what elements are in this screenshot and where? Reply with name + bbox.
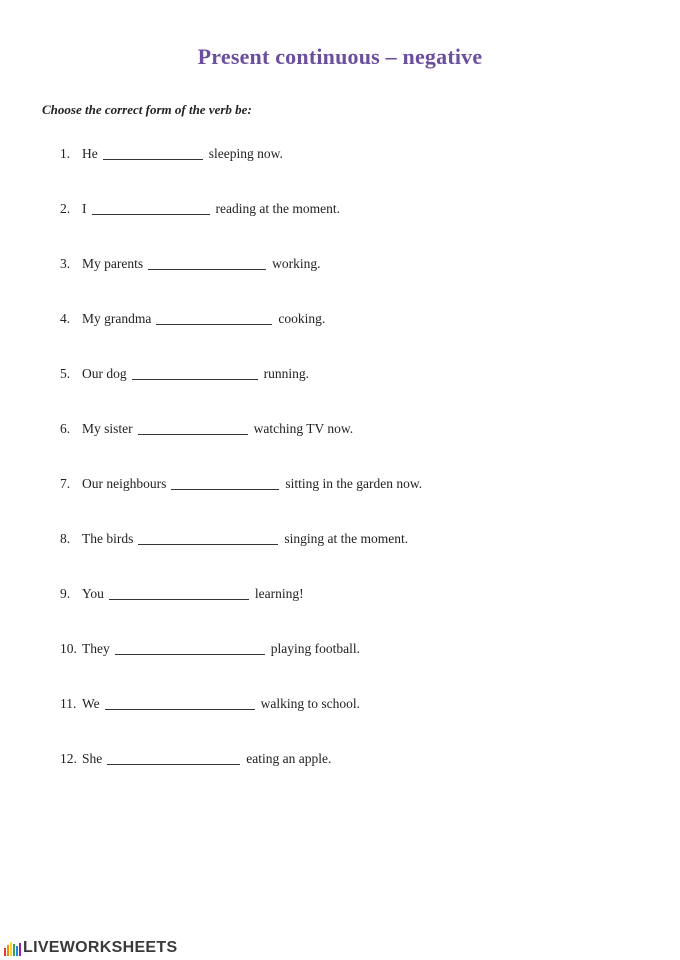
answer-blank[interactable] <box>156 323 272 325</box>
exercise-subject: He <box>82 146 98 161</box>
exercise-number: 6. <box>60 421 71 436</box>
exercise-rest: working. <box>272 256 321 271</box>
exercise-rest: singing at the moment. <box>284 531 409 546</box>
exercise-item <box>60 476 620 531</box>
exercise-subject: You <box>82 586 104 601</box>
answer-blank[interactable] <box>138 433 248 435</box>
exercise-item <box>60 531 620 586</box>
exercise-rest: reading at the moment. <box>215 201 340 216</box>
exercise-number: 8. <box>60 531 71 546</box>
exercise-item <box>60 586 620 641</box>
exercise-item <box>60 421 620 476</box>
exercise-number: 10. <box>60 641 77 656</box>
logo-bar <box>10 942 12 956</box>
exercise-number: 1. <box>60 146 71 161</box>
answer-blank[interactable] <box>171 488 279 490</box>
answer-blank[interactable] <box>109 598 249 600</box>
instruction-text: Choose the correct form of the verb be: <box>42 102 252 117</box>
logo-bar <box>16 946 18 956</box>
exercise-number: 4. <box>60 311 71 326</box>
exercise-rest: eating an apple. <box>246 751 332 766</box>
exercise-item <box>60 201 620 256</box>
liveworksheets-logo <box>4 938 177 958</box>
exercise-number: 3. <box>60 256 71 271</box>
answer-blank[interactable] <box>105 708 255 710</box>
exercise-rest: walking to school. <box>260 696 361 711</box>
worksheet-title: Present continuous – negative <box>197 44 483 69</box>
logo-bar <box>19 943 21 956</box>
exercise-rest: sitting in the garden now. <box>285 476 423 491</box>
exercise-item <box>60 751 620 806</box>
exercise-subject: I <box>82 201 87 216</box>
logo-bar <box>13 944 15 956</box>
exercise-item <box>60 146 620 201</box>
exercise-subject: My grandma <box>82 311 152 326</box>
answer-blank[interactable] <box>132 378 258 380</box>
exercise-item <box>60 366 620 421</box>
exercise-subject: She <box>82 751 103 766</box>
exercise-subject: Our neighbours <box>82 476 167 491</box>
answer-blank[interactable] <box>92 213 210 215</box>
answer-blank[interactable] <box>148 268 266 270</box>
exercise-rest: learning! <box>254 586 304 601</box>
exercise-number: 11. <box>60 696 77 711</box>
liveworksheets-logo-icon <box>4 941 21 956</box>
exercise-rest: running. <box>263 366 309 381</box>
logo-text: LIVEWORKSHEETS <box>23 939 178 956</box>
exercise-item <box>60 311 620 366</box>
exercise-number: 5. <box>60 366 71 381</box>
exercise-rest: cooking. <box>278 311 326 326</box>
exercise-item <box>60 696 620 751</box>
exercise-subject: Our dog <box>82 366 127 381</box>
exercise-number: 7. <box>60 476 71 491</box>
logo-bar <box>4 948 6 956</box>
exercise-number: 2. <box>60 201 71 216</box>
exercise-number: 12. <box>60 751 77 766</box>
answer-blank[interactable] <box>115 653 265 655</box>
exercise-rest: playing football. <box>270 641 360 656</box>
exercise-rest: watching TV now. <box>253 421 354 436</box>
exercise-subject: They <box>82 641 110 656</box>
exercise-subject: The birds <box>82 531 134 546</box>
exercise-rest: sleeping now. <box>208 146 283 161</box>
answer-blank[interactable] <box>107 763 240 765</box>
exercise-number: 9. <box>60 586 71 601</box>
exercise-subject: My sister <box>82 421 133 436</box>
exercise-subject: My parents <box>82 256 144 271</box>
logo-bar <box>7 945 9 956</box>
exercise-item <box>60 256 620 311</box>
exercise-list <box>60 146 620 806</box>
exercise-subject: We <box>82 696 100 711</box>
exercise-item <box>60 641 620 696</box>
answer-blank[interactable] <box>103 158 203 160</box>
answer-blank[interactable] <box>138 543 278 545</box>
